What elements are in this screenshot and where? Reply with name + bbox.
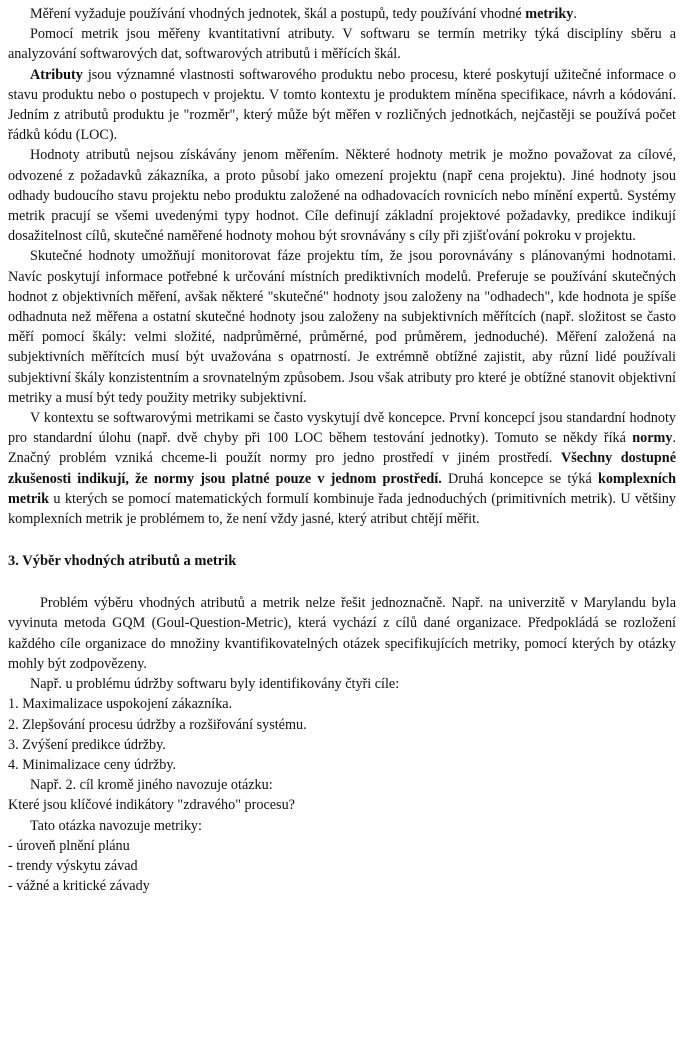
- p6-bold-normy: normy: [632, 430, 673, 447]
- paragraph-8: Např. u problému údržby softwaru byly identifikovány čtyři cíle:: [30, 676, 400, 693]
- goal-item: 2. Zlepšování procesu údržby a rozšiřování systému.: [8, 716, 307, 733]
- paragraph-4: Hodnoty atributů nejsou získávány jenom měřením. Některé hodnoty metrik je možno považovat za cílové, odvozené z požadavků zákazníka, a proto působí jako omezení projektu (např cena projektu). Jiné hodnoty jsou odhady budoucího stavu projektu nebo produktu založené na odhadovacích rovnicích nebo mínění expertů. Systémy metrik pracují se všemi uvedenými typy hodnot. Cíle definují základní projektové požadavky, predikce indikují dosažitelnost cílů, skutečné naměřené hodnoty mohou být srovnávány s cíly při zjišťování pokroku v projektu.: [8, 147, 676, 245]
- metric-item: - trendy výskytu závad: [8, 857, 138, 874]
- paragraph-9: Např. 2. cíl kromě jiného navozuje otázku:: [30, 777, 273, 794]
- p6-bold-statement: Všechny dostupné zkušenosti indikují, že normy jsou platné pouze v jednom prostředí.: [8, 450, 676, 487]
- question-line: Které jsou klíčové indikátory "zdravého" procesu?: [8, 797, 295, 814]
- p3-bold-atributy: Atributy: [30, 66, 83, 83]
- goal-item: 1. Maximalizace uspokojení zákazníka.: [8, 696, 233, 713]
- paragraph-7: Problém výběru vhodných atributů a metrik nelze řešit jednoznačně. Např. na univerzitě v Marylandu byla vyvinuta metoda GQM (Goul-Question-Metric), která vychází z cílů dané organizace. Předpokládá se rozložení každého cíle organizace do množiny kvantifikovatelných otázek specifikujících metriky, pomocí kterých by otázky mohly být zodpovězeny.: [8, 595, 676, 672]
- goal-item: 4. Minimalizace ceny údržby.: [8, 756, 177, 773]
- p6-text-a: V kontextu se softwarovými metrikami se často vyskytují dvě koncepce. První koncepcí jsou standardní hodnoty pro standardní úlohu (např. dvě chyby při 100 LOC během testování jednotky). Tomuto se někdy říká: [8, 410, 676, 447]
- metric-item: - úroveň plnění plánu: [8, 837, 130, 854]
- section-heading: 3. Výběr vhodných atributů a metrik: [8, 553, 237, 570]
- paragraph-1: [8, 4, 676, 24]
- p1-bold-metriky: metriky: [525, 6, 574, 22]
- goals-list: [8, 694, 676, 775]
- p6-text-d: u kterých se pomocí matematických formulí kombinuje řada jednoduchých (primitivních metrik). U většiny komplexních metrik je problémem to, že není vždy jasné, který atribut chtějí měřit.: [8, 490, 676, 528]
- paragraph-6: [8, 408, 676, 529]
- paragraph-5: Skutečné hodnoty umožňují monitorovat fáze projektu tím, že jsou porovnávány s plánovanými hodnotami. Navíc poskytují informace potřebné k určování místních prediktivních modelů. Preferuje se používání skutečných hodnot z objektivních měření, avšak některé "skutečné" hodnoty jsou založeny na "odhadech", kde hodnota je spíše odhadnuta než měřena a ostatní skutečné hodnoty jsou založeny na subjektivních měřítcích (např. složitost se často měří pomocí škály: velmi složité, nadprůměrné, průměrné, pod průměrem, jednoduché). Měření založená na subjektivních měřítcích musí být uvažována s opatrností. Je extrémně obtížné zajistit, aby různí lidé používali subjektivní škály konzistentním a srovnatelným způsobem. Jsou však atributy pro které je obtížné stanovit objektivní metriky a musí být tedy použity metriky subjektivní.: [8, 248, 676, 406]
- p6-text-c: Druhá koncepce se týká: [441, 470, 598, 487]
- p6-text-b: . Značný problém vzniká chceme-li použít normy pro jedno prostředí v jiném prostředí.: [8, 430, 676, 467]
- p3-text: jsou významné vlastnosti softwarového produktu nebo procesu, které poskytují užitečné informace o stavu produktu nebo o postupech v projektu. V tomto kontextu je produktem míněna specifikace, návrh a kódování. Jedním z atributů produktu je "rozměr", který může být měřen v rozličných jednotkách, nejčastěji se používá počet řádků kódu (LOC).: [8, 66, 676, 144]
- p6-bold-komplexnich: komplexních metrik: [8, 470, 676, 507]
- paragraph-10: Tato otázka navozuje metriky:: [30, 817, 202, 834]
- p1-end: .: [573, 6, 577, 22]
- paragraph-3: [8, 65, 676, 146]
- p1-text: Měření vyžaduje používání vhodných jednotek, škál a postupů, tedy používání vhodné: [30, 6, 526, 22]
- metric-item: - vážné a kritické závady: [8, 878, 150, 895]
- metrics-list: [8, 836, 676, 897]
- paragraph-2: Pomocí metrik jsou měřeny kvantitativní atributy. V softwaru se termín metriky týká disciplíny sběru a analyzování softwarových dat, softwarových atributů i měřících škál.: [8, 26, 676, 63]
- goal-item: 3. Zvýšení predikce údržby.: [8, 736, 166, 753]
